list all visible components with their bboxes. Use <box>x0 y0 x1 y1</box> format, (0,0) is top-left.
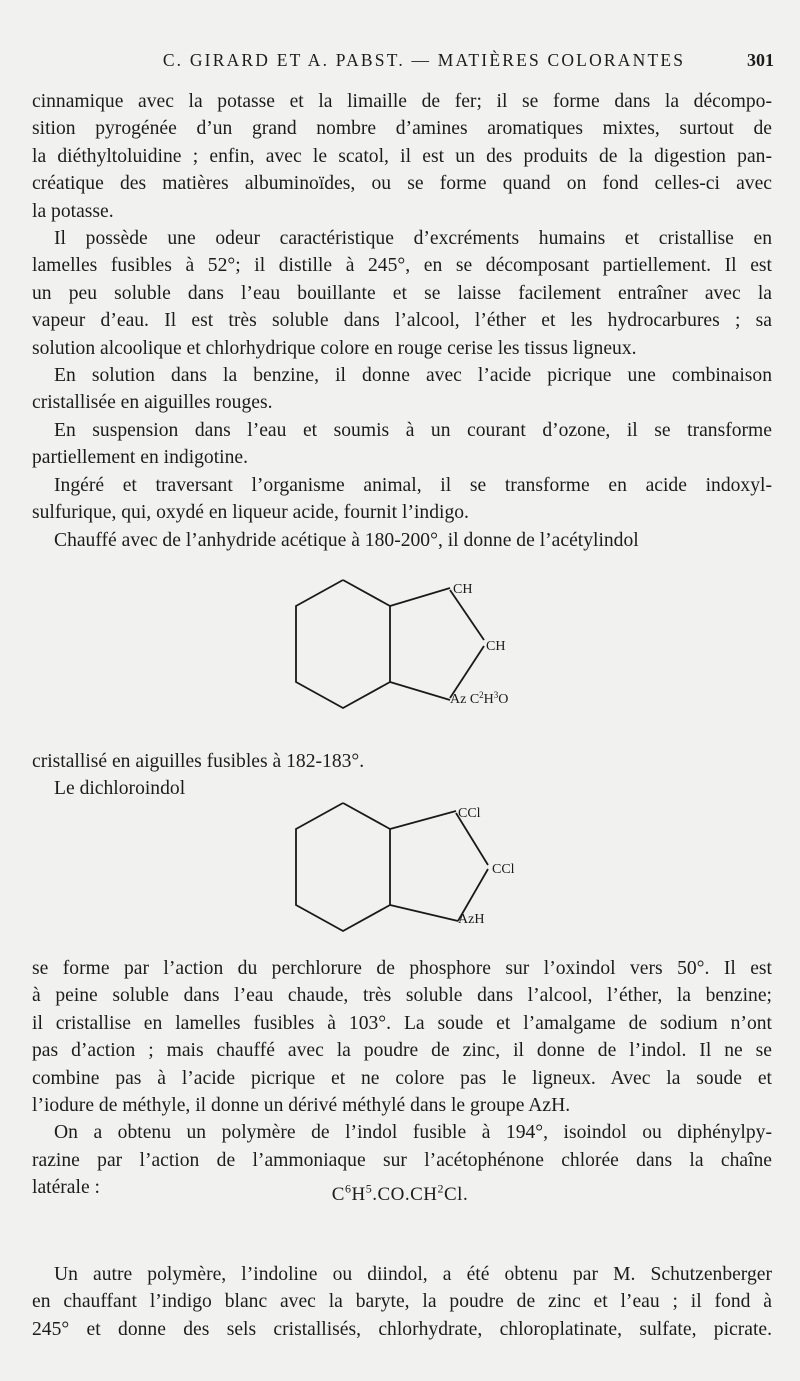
azh-label: AzH <box>458 912 485 927</box>
text-line: créatique des matières albuminoïdes, ou se forme quand on fond celles-ci avec <box>32 173 772 195</box>
text-line: On a obtenu un polymère de l’indol fusible à 194°, isoindol ou diphénylpy- <box>54 1122 772 1144</box>
chemical-formula: $C^6H^5.CO.CH^2Cl$. <box>331 1181 469 1205</box>
text-line: pas d’action ; mais chauffé avec la poudre de zinc, il donne de l’indol. Il ne se <box>32 1040 772 1062</box>
text-line: partiellement en indigotine. <box>32 447 249 469</box>
text-line: En solution dans la benzine, il donne avec l’acide picrique une combinaison <box>54 365 772 387</box>
ch-label-top: CH <box>453 582 473 597</box>
text-line: cinnamique avec la potasse et la limaille de fer; il se forme dans la décompo- <box>32 91 772 112</box>
text-line: vapeur d’eau. Il est très soluble dans l’alcool, l’éther et les hydrocarbures ; sa <box>32 310 772 332</box>
text-line: Chauffé avec de l’anhydride acétique à 180-200°, il donne de l’acétylindol <box>54 529 639 551</box>
text-line: la potasse. <box>32 200 114 222</box>
text-line: lamelles fusibles à 52°; il distille à 245°, en se décomposant partiellement. Il est <box>32 255 772 277</box>
text-line: à peine soluble dans l’eau chaude, très soluble dans l’alcool, l’éther, la benzine; <box>32 985 772 1007</box>
text-line: cristallisée en aiguilles rouges. <box>32 392 273 414</box>
text-line: cristallisé en aiguilles fusibles à 182-183°. <box>32 751 365 772</box>
text-line: Il possède une odeur caractéristique d’excréments humains et cristallise en <box>54 228 772 250</box>
text-block-final <box>32 1261 772 1343</box>
text-line: En suspension dans l’eau et soumis à un courant d’ozone, il se transforme <box>54 419 772 441</box>
text-line: solution alcoolique et chlorhydrique colore en rouge cerise les tissus ligneux. <box>32 337 637 359</box>
text-line: en chauffant l’indigo blanc avec la baryte, la poudre de zinc et l’eau ; il fond à <box>32 1291 772 1313</box>
bond <box>390 682 450 700</box>
bond <box>450 590 484 640</box>
ccl-label-mid: CCl <box>492 862 515 877</box>
text-block-mid <box>32 748 772 803</box>
text-line: il cristallise en lamelles fusibles à 103°. La soude et l’amalgame de sodium n’ont <box>32 1012 772 1034</box>
text-line: se forme par l’action du perchlorure de phosphore sur l’oxindol vers 50°. Il est <box>32 958 772 979</box>
text-line: Un autre polymère, l’indoline ou diindol, a été obtenu par M. Schutzenberger <box>54 1264 772 1285</box>
text-block-bottom <box>32 955 772 1202</box>
ch-label-mid: CH <box>486 639 506 654</box>
page-header <box>34 50 774 76</box>
page-number: 301 <box>747 50 774 70</box>
text-block-top <box>32 88 772 554</box>
text-line: Ingéré et traversant l’organisme animal, il se transforme en acide indoxyl- <box>54 474 772 496</box>
running-title: C. GIRARD ET A. PABST. — MATIÈRES COLORANTES <box>162 50 686 70</box>
text-line: la diéthyltoluidine ; enfin, avec le scatol, il est un des produits de la digestion pan- <box>32 145 772 167</box>
dichloroindol-structure <box>270 797 540 937</box>
text-line: sition pyrogénée d’un grand nombre d’amines aromatiques mixtes, surtout de <box>32 118 772 140</box>
ccl-label-top: CCl <box>458 806 481 821</box>
acetylindol-structure <box>270 570 570 720</box>
benzene-ring <box>296 803 390 931</box>
text-line: Le dichloroindol <box>54 778 186 800</box>
text-line: un peu soluble dans l’eau bouillante et se laisse facilement entraîner avec la <box>32 282 772 304</box>
bond <box>390 811 456 829</box>
text-line: l’iodure de méthyle, il donne un dérivé méthylé dans le groupe AzH. <box>32 1095 571 1117</box>
benzene-ring <box>296 580 390 708</box>
text-line: sulfurique, qui, oxydé en liqueur acide, fournit l’indigo. <box>32 502 469 524</box>
text-line: latérale : <box>32 1177 100 1199</box>
az-acetyl-label: Az $C^2H^3O$ <box>450 690 509 707</box>
bond <box>390 905 458 921</box>
bond <box>390 588 450 606</box>
text-line: razine par l’action de l’ammoniaque sur l’acétophénone chlorée dans la chaîne <box>32 1149 772 1171</box>
text-line: combine pas à l’acide picrique et ne colore pas le ligneux. Avec la soude et <box>32 1067 772 1089</box>
text-line: 245° et donne des sels cristallisés, chlorhydrate, chloroplatinate, sulfate, picrate. <box>32 1318 772 1340</box>
